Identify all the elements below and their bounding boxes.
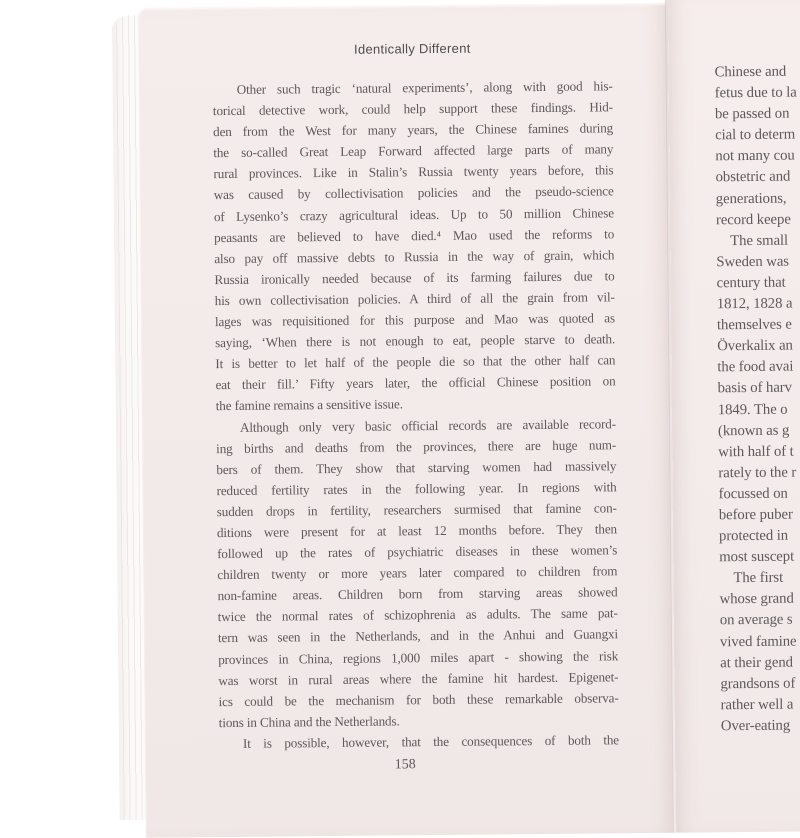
text-line: twice the normal rates of schizophrenia as adults. The same pat-: [217, 605, 618, 625]
text-line: most suscept: [719, 548, 795, 566]
text-line: also pay off massive debts to Russia in the way of grain, which: [214, 247, 615, 266]
right-page-text: [714, 60, 800, 737]
text-line: basis of harv: [717, 379, 792, 397]
text-line: not many cou: [715, 147, 795, 165]
text-line: cial to determ: [715, 126, 796, 144]
text-line: saying, ‘When there is not enough to eat, people starve to death.: [215, 331, 616, 351]
text-line: provinces in China, regions 1,000 miles apart - showing the risk: [218, 647, 619, 667]
text-line: eat their fill.’ Fifty years later, the official Chinese position on: [215, 373, 616, 393]
open-book: [112, 1, 800, 820]
text-line: ing births and deaths from the provinces, there are huge num-: [216, 436, 617, 456]
text-line: record keepe: [715, 211, 791, 228]
text-line: the food avai: [717, 358, 794, 376]
right-page: [668, 0, 800, 833]
text-line: vived famine: [719, 633, 797, 650]
text-line: protected in: [718, 527, 789, 545]
left-page-text: [213, 75, 619, 754]
text-line: The first: [733, 569, 784, 587]
text-line: with half of t: [718, 443, 794, 460]
text-line: Sweden was: [716, 253, 790, 271]
text-line: 1812, 1828 a: [716, 295, 793, 313]
text-line: bers of them. They show that starving women had massively: [216, 457, 617, 477]
text-line: Russia ironically needed because of its farming failures due to: [214, 268, 615, 287]
text-line: of Lysenko’s crazy agricultural ideas. Up to 50 million Chinese: [213, 204, 614, 224]
text-line: lages was requisitioned for this purpose and Mao was quoted as: [214, 310, 615, 330]
text-line: It is better to let half of the people die so that the other half can: [215, 352, 616, 372]
text-line: torical detective work, could help support these findings. Hid-: [212, 99, 613, 119]
text-line: the so-called Great Leap Forward affected large parts of many: [213, 141, 614, 161]
text-line: It is possible, however, that the consequences of both the: [242, 732, 620, 751]
text-line: Chinese and: [714, 63, 787, 81]
text-line: at their gend: [720, 654, 793, 671]
text-line: focussed on: [718, 485, 788, 503]
text-line: followed up the rates of psychiatric diseases in these women’s: [217, 542, 618, 562]
text-line: rather well a: [720, 696, 794, 714]
text-line: Although only very basic official records are available record-: [239, 415, 616, 435]
text-line: his own collectivisation policies. A third of all the grain from vil-: [214, 289, 615, 309]
text-line: den from the West for many years, the Chinese famines during: [213, 120, 614, 140]
text-line: generations,: [715, 190, 787, 207]
text-line: before puber: [718, 506, 793, 524]
left-page: [138, 3, 674, 838]
text-line: sudden drops in fertility, researchers surmised that famine con-: [216, 500, 617, 519]
text-line: the famine remains a sensitive issue.: [215, 396, 403, 414]
running-header: Identically Different: [353, 40, 471, 57]
text-line: tions in China and the Netherlands.: [218, 713, 400, 730]
text-line: The small: [730, 232, 789, 249]
text-line: Överkalix an: [717, 337, 793, 355]
page-number: 158: [394, 757, 416, 773]
text-line: on average s: [719, 612, 793, 629]
text-line: children twenty or more years later compared to children from: [217, 563, 618, 583]
text-line: rately to the r: [718, 464, 797, 482]
text-line: obstetric and: [715, 169, 791, 186]
text-line: 1849. The o: [717, 401, 788, 418]
text-line: (known as g: [717, 422, 790, 439]
text-line: rural provinces. Like in Stalin’s Russia twenty years before, this: [213, 162, 614, 182]
text-line: reduced fertility rates in the following year. In regions with: [216, 479, 617, 498]
text-line: ics could be the mechanism for both these remarkable observa-: [218, 689, 619, 709]
text-line: themselves e: [716, 316, 792, 334]
text-line: be passed on: [714, 105, 790, 123]
text-line: fetus due to la: [714, 84, 797, 102]
text-line: Over-eating: [720, 717, 791, 735]
text-line: was caused by collectivisation policies and the pseudo-science: [213, 183, 614, 203]
text-line: ditions were present for at least 12 months before. They then: [216, 521, 617, 541]
text-line: grandsons of: [720, 675, 796, 693]
text-line: non-famine areas. Children born from starving areas showed: [217, 584, 618, 604]
text-line: peasants are believed to have died.⁴ Mao used the reforms to: [214, 225, 615, 245]
text-line: Other such tragic ‘natural experiments’, along with good his-: [236, 78, 613, 97]
text-line: tern was seen in the Netherlands, and in the Anhui and Guangxi: [217, 626, 619, 646]
text-line: century that: [716, 274, 786, 292]
text-line: was worst in rural areas where the famine hit hardest. Epigenet-: [218, 668, 619, 688]
text-line: whose grand: [719, 590, 794, 608]
